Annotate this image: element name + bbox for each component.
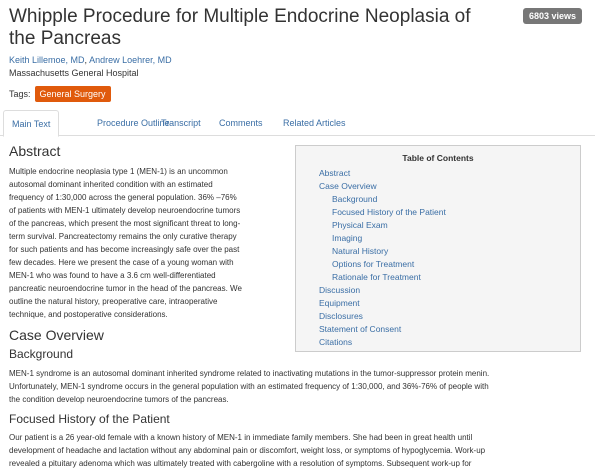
toc-item-discussion[interactable]: Discussion <box>319 285 361 295</box>
tab-related-articles[interactable]: Related Articles <box>283 118 346 128</box>
toc-item-physical-exam[interactable]: Physical Exam <box>332 220 388 230</box>
toc-item-natural-history[interactable]: Natural History <box>332 246 389 256</box>
background-line: the condition develop neuroendocrine tumors of the pancreas. <box>9 395 229 404</box>
abstract-line: MEN-1 who was found to have a 3.6 cm well-differentiated <box>9 271 216 280</box>
abstract-line: pancreatic neuroendocrine tumor in the head of the pancreas. We <box>9 284 242 293</box>
toc-item-rationale-for-treatment[interactable]: Rationale for Treatment <box>332 272 421 282</box>
page-title: Whipple Procedure for Multiple Endocrine Neoplasia of the Pancreas <box>9 6 471 49</box>
background-line: Unfortunately, MEN-1 syndrome occurs in the general population with an estimated frequency of 1:30,000, and 36%-76% of people with <box>9 382 489 391</box>
abstract-line: outline the natural history, preoperative care, intraoperative <box>9 297 218 306</box>
tab-main-text[interactable]: Main Text <box>3 110 59 137</box>
tab-procedure-outline[interactable]: Procedure Outline <box>97 118 170 128</box>
background-text <box>9 367 593 406</box>
abstract-line: for such patients and has become increasingly safe over the past <box>9 245 240 254</box>
author-separator: , <box>84 55 88 65</box>
toc-title: Table of Contents <box>402 153 474 163</box>
author-link[interactable]: Andrew Loehrer, MD <box>89 55 172 65</box>
tag-general-surgery[interactable]: General Surgery <box>35 86 111 102</box>
abstract-line: technique, and postoperative considerations. <box>9 310 168 319</box>
author-list <box>9 55 172 65</box>
toc-item-statement-of-consent[interactable]: Statement of Consent <box>319 324 402 334</box>
abstract-line: of patients with MEN-1 ultimately develop neuroendocrine tumors <box>9 206 241 215</box>
affiliation: Massachusetts General Hospital <box>9 68 139 78</box>
abstract-line: few decades. Here we present the case of a young woman with <box>9 258 234 267</box>
author-link[interactable]: Keith Lillemoe, MD <box>9 55 85 65</box>
case-overview-heading: Case Overview <box>9 327 104 343</box>
abstract-heading: Abstract <box>9 143 61 159</box>
history-line: Our patient is a 26 year-old female with a known history of MEN-1 in immediate family members. She had been in great health until <box>9 433 473 442</box>
abstract-text <box>9 165 289 321</box>
background-line: MEN-1 syndrome is an autosomal dominant inherited syndrome related to inactivating mutations in the tumor-suppressor protein menin. <box>9 369 490 378</box>
views-badge: 6803 views <box>523 8 582 24</box>
tags-row <box>9 86 111 102</box>
toc-item-imaging[interactable]: Imaging <box>332 233 363 243</box>
history-heading: Focused History of the Patient <box>9 412 170 426</box>
article-header <box>9 6 589 50</box>
toc-item-disclosures[interactable]: Disclosures <box>319 311 363 321</box>
toc-item-options-for-treatment[interactable]: Options for Treatment <box>332 259 415 269</box>
history-line: development of headache and lactation without any abdominal pain or discomfort, weight loss, or symptoms of hypoglycemia. Work-up <box>9 446 486 455</box>
tags-label: Tags: <box>9 89 31 99</box>
abstract-line: of the pancreas, which present the most significant threat to long- <box>9 219 241 228</box>
toc-item-equipment[interactable]: Equipment <box>319 298 360 308</box>
toc-item-abstract[interactable]: Abstract <box>319 168 351 178</box>
abstract-line: term survival. Pancreatectomy remains the only curative therapy <box>9 232 237 241</box>
toc-item-focused-history[interactable]: Focused History of the Patient <box>332 207 446 217</box>
abstract-line: autosomal dominant inherited condition with an estimated <box>9 180 213 189</box>
history-text <box>9 431 593 470</box>
background-heading: Background <box>9 347 74 361</box>
abstract-line: frequency of 1:30,000 across the general population. 36% –76% <box>9 193 237 202</box>
table-of-contents <box>295 145 581 352</box>
abstract-line: Multiple endocrine neoplasia type 1 (MEN-1) is an uncommon <box>9 167 228 176</box>
article-tabs <box>0 110 595 136</box>
history-line: revealed a pituitary adenoma which was ultimately treated with cabergoline with a resolution of symptoms. Subsequent work-up for <box>9 459 472 468</box>
tab-comments[interactable]: Comments <box>219 118 263 128</box>
toc-item-background[interactable]: Background <box>332 194 378 204</box>
toc-item-citations[interactable]: Citations <box>319 337 353 347</box>
toc-item-case-overview[interactable]: Case Overview <box>319 181 377 191</box>
tab-transcript[interactable]: Transcript <box>161 118 201 128</box>
